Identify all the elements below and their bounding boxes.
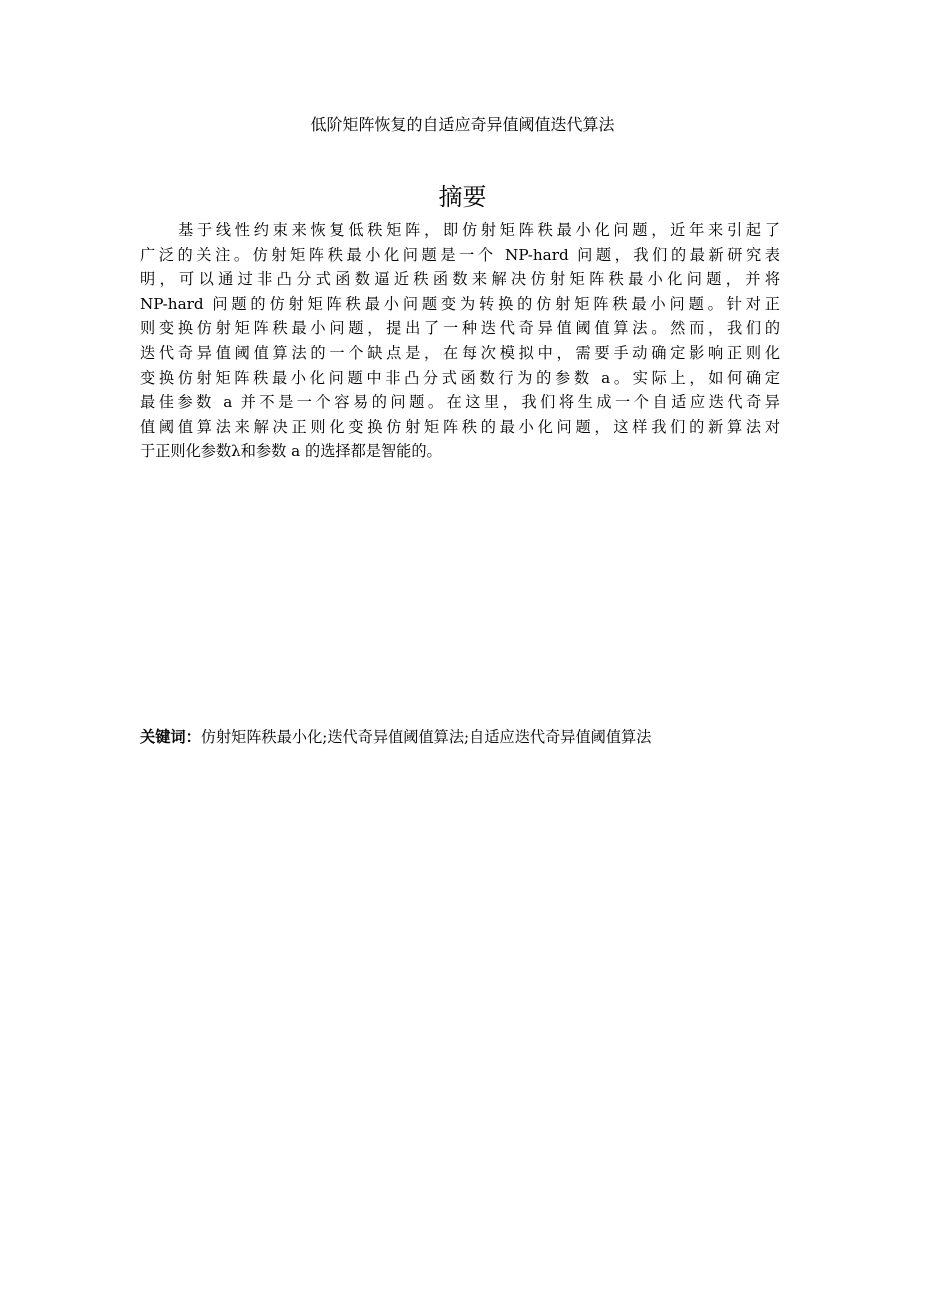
abstract-line: 迭代奇异值阈值算法的一个缺点是，在每次模拟中，需要手动确定影响正则化 xyxy=(140,343,780,362)
abstract-line: 明，可以通过非凸分式函数逼近秩函数来解决仿射矩阵秩最小化问题，并将 xyxy=(140,270,780,289)
keywords-text: 仿射矩阵秩最小化;迭代奇异值阈值算法;自适应迭代奇异值阈值算法 xyxy=(200,728,652,746)
abstract-line: NP-hard 问题的仿射矩阵秩最小问题变为转换的仿射矩阵秩最小问题。针对正 xyxy=(140,294,780,313)
abstract-line: 于正则化参数λ和参数 a 的选择都是智能的。 xyxy=(140,442,442,461)
abstract-line: 变换仿射矩阵秩最小化问题中非凸分式函数行为的参数 a。实际上，如何确定 xyxy=(140,368,780,387)
abstract-body xyxy=(140,218,780,464)
keywords-label: 关键词： xyxy=(140,728,201,746)
abstract-line: 广泛的关注。仿射矩阵秩最小化问题是一个 NP-hard 问题，我们的最新研究表 xyxy=(140,245,780,264)
document-title: 低阶矩阵恢复的自适应奇异值阈值迭代算法 xyxy=(310,115,615,134)
abstract-line: 基于线性约束来恢复低秩矩阵，即仿射矩阵秩最小化问题，近年来引起了 xyxy=(178,221,780,239)
abstract-line: 最佳参数 a 并不是一个容易的问题。在这里，我们将生成一个自适应迭代奇异 xyxy=(140,393,780,412)
abstract-line: 值阈值算法来解决正则化变换仿射矩阵秩的最小化问题，这样我们的新算法对 xyxy=(140,417,780,436)
keywords xyxy=(140,725,785,749)
abstract-heading: 摘要 xyxy=(438,183,487,211)
abstract-line: 则变换仿射矩阵秩最小问题，提出了一种迭代奇异值阈值算法。然而，我们的 xyxy=(140,319,780,338)
